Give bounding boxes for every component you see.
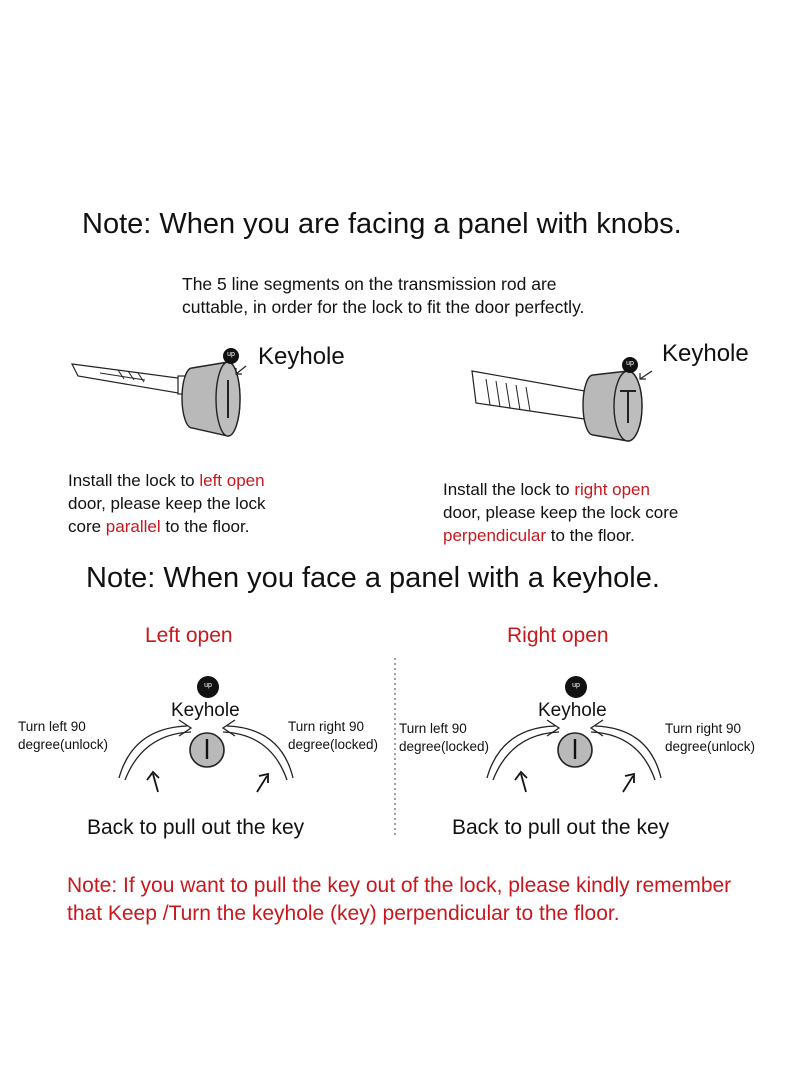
text: degree(unlock) — [665, 739, 756, 754]
text: degree(unlock) — [18, 737, 109, 752]
text: Turn right 90 — [665, 721, 742, 736]
text: degree(locked) — [399, 739, 490, 754]
text: Turn left 90 — [399, 721, 467, 736]
highlight-left-open: left open — [199, 471, 265, 490]
text: to the floor. — [546, 526, 635, 545]
text: Turn right 90 — [288, 719, 365, 734]
section-title-knobs: Note: When you are facing a panel with knobs. — [82, 208, 682, 240]
up-badge-label: up — [572, 682, 580, 689]
left-install-text — [68, 469, 266, 538]
section-title-keyhole: Note: When you face a panel with a keyhole. — [86, 562, 660, 594]
turn-right-caption — [665, 720, 755, 756]
text: degree(locked) — [288, 737, 379, 752]
up-badge-label: up — [626, 360, 634, 367]
right-install-text — [443, 478, 678, 547]
intro-text — [182, 273, 584, 319]
back-caption-left: Back to pull out the key — [87, 816, 305, 839]
turn-left-caption — [18, 718, 108, 754]
rotation-diagram-right — [481, 674, 671, 804]
keyhole-label: Keyhole — [538, 700, 607, 721]
text: door, please keep the lock — [68, 494, 266, 513]
turn-left-caption — [399, 720, 489, 756]
turn-right-caption — [288, 718, 378, 754]
text: door, please keep the lock core — [443, 503, 679, 522]
back-caption-right: Back to pull out the key — [452, 816, 670, 839]
keyhole-label: Keyhole — [171, 700, 240, 721]
intro-line-1: The 5 line segments on the transmission rod are — [182, 274, 557, 294]
right-open-title: Right open — [507, 624, 609, 647]
text: Install the lock to — [443, 480, 575, 499]
lock-cylinder-vertical-icon — [468, 345, 668, 450]
up-badge-label: up — [227, 351, 235, 358]
keyhole-label-left: Keyhole — [258, 343, 345, 370]
rotation-diagram-left — [115, 674, 305, 804]
text: to the floor. — [160, 517, 250, 536]
intro-line-2: cuttable, in order for the lock to fit the door perfectly. — [182, 297, 585, 317]
keyhole-label-right: Keyhole — [662, 340, 749, 367]
lock-cylinder-horizontal-icon — [60, 340, 270, 450]
highlight-parallel: parallel — [105, 517, 161, 536]
text: Turn left 90 — [18, 719, 86, 734]
up-badge-label: up — [204, 682, 212, 689]
text: core — [68, 517, 106, 536]
highlight-right-open: right open — [574, 480, 650, 499]
left-open-title: Left open — [145, 624, 233, 647]
highlight-perpendicular: perpendicular — [443, 526, 547, 545]
dotted-divider — [393, 658, 397, 838]
text: Install the lock to — [68, 471, 200, 490]
final-note: Note: If you want to pull the key out of the lock, please kindly remember that Keep /Turn the keyhole (key) perpendicular to the floor. — [67, 874, 732, 925]
